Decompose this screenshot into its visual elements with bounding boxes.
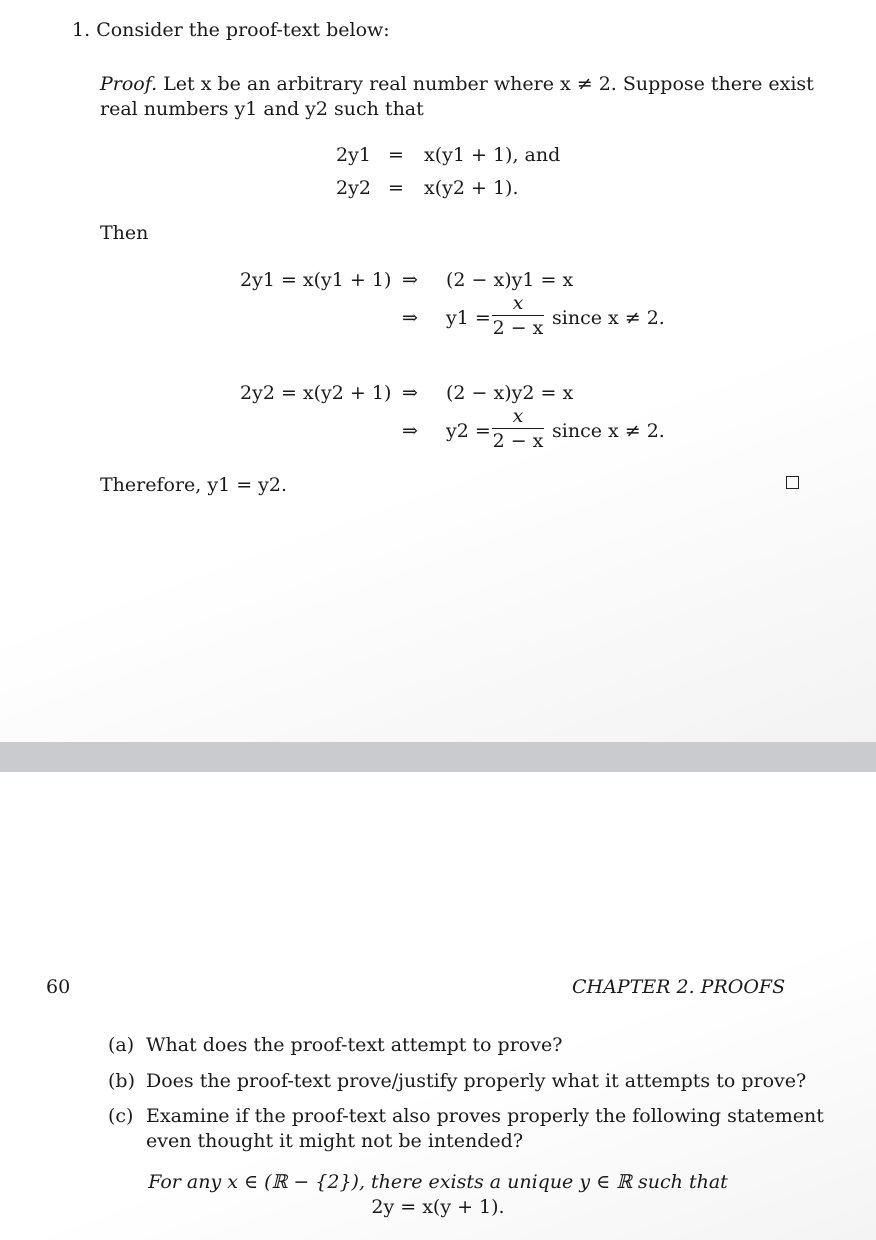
problem-number: 1. <box>72 19 91 41</box>
then-word: Then <box>100 222 149 244</box>
fraction-numerator: x <box>512 292 524 314</box>
derivation-1-fraction <box>492 292 544 339</box>
problem-intro: Consider the proof-text below: <box>96 19 390 41</box>
question-a-text: What does the proof-text attempt to prove? <box>146 1034 563 1056</box>
page-bottom <box>0 772 876 1240</box>
problem-heading <box>72 18 390 42</box>
question-b-text: Does the proof-text prove/justify properly what it attempts to prove? <box>146 1070 807 1092</box>
eq1-lhs: 2y1 <box>336 144 371 166</box>
derivation-2-arrow-a: ⇒ <box>402 382 418 404</box>
derivation-2-note: since x ≠ 2. <box>552 420 665 442</box>
derivation-1-step2-lhs: y1 = <box>446 307 491 329</box>
page-divider <box>0 742 876 772</box>
fraction-bar <box>492 315 544 316</box>
fraction-bar <box>492 428 544 429</box>
question-c-text-2: even thought it might not be intended? <box>146 1130 524 1152</box>
proof-line-2: real numbers y1 and y2 such that <box>100 98 424 120</box>
proof-line-1 <box>100 72 814 96</box>
statement-line-1: For any x ∈ (ℝ − {2}), there exists a unique y ∈ ℝ such that <box>148 1171 728 1193</box>
derivation-2-fraction <box>492 405 544 452</box>
derivation-1-start: 2y1 = x(y1 + 1) <box>240 269 392 291</box>
fraction-denominator: 2 − x <box>492 317 544 339</box>
eq2-rhs: x(y2 + 1). <box>424 177 519 199</box>
derivation-2-step1: (2 − x)y2 = x <box>446 382 574 404</box>
derivation-1-arrow-a: ⇒ <box>402 269 418 291</box>
eq2-lhs: 2y2 <box>336 177 371 199</box>
chapter-header: CHAPTER 2. PROOFS <box>572 976 786 998</box>
proof-label: Proof. <box>100 73 158 95</box>
eq1-rel: = <box>388 144 404 166</box>
eq2-rel: = <box>388 177 404 199</box>
derivation-2-arrow-b: ⇒ <box>402 420 418 442</box>
page-number: 60 <box>46 976 71 998</box>
fraction-denominator: 2 − x <box>492 430 544 452</box>
derivation-2-start: 2y2 = x(y2 + 1) <box>240 382 392 404</box>
derivation-2-step2-lhs: y2 = <box>446 420 491 442</box>
eq1-rhs: x(y1 + 1), and <box>424 144 561 166</box>
question-a-label: (a) <box>108 1034 135 1056</box>
derivation-1-note: since x ≠ 2. <box>552 307 665 329</box>
question-c-label: (c) <box>108 1105 134 1127</box>
question-b-label: (b) <box>108 1070 135 1092</box>
fraction-numerator: x <box>512 405 524 427</box>
proof-text-1: Let x be an arbitrary real number where x ≠ 2. Suppose there exist <box>163 73 814 95</box>
derivation-1-step1: (2 − x)y1 = x <box>446 269 574 291</box>
question-c-text-1: Examine if the proof-text also proves properly the following statement <box>146 1105 824 1127</box>
qed-square-icon <box>786 476 799 489</box>
derivation-1-arrow-b: ⇒ <box>402 307 418 329</box>
therefore-line: Therefore, y1 = y2. <box>100 474 288 496</box>
statement-line-2: 2y = x(y + 1). <box>371 1196 505 1218</box>
